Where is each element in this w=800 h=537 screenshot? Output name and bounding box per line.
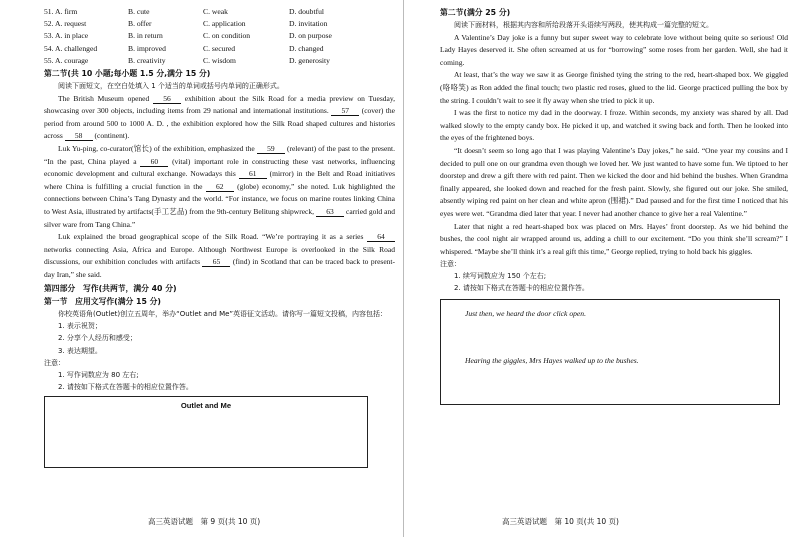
list-item: 2. 分享个人经历和感受； — [58, 334, 137, 343]
blank-59[interactable]: 59 — [257, 144, 285, 154]
paragraph-opener-2: Hearing the giggles, Mrs Hayes walked up to the bushes. — [465, 355, 639, 365]
option-c: C. weak — [203, 7, 228, 16]
option-row-55 — [44, 55, 395, 67]
text-run: (vital) important role in constructing these vast networks, influencing economic development and cultural exchange. Nowadays this — [44, 156, 395, 179]
section-1-title: 第一节 应用文写作(满分 15 分) — [44, 296, 161, 306]
story-paragraph-3: I was the first to notice my dad in the doorway. I froze. Within seconds, my anxiety was shared by all. Dad walked slowly to the empty candy box. He picked it up, and watched it swing back and forth. Then he looked into the eyes of the frightened boys. — [440, 108, 788, 143]
note-label: 注意： — [44, 358, 65, 367]
text-run: (find) in Scotland that can be traced back to present-day Iran,” she said. — [44, 257, 395, 279]
page-footer: 高三英语试题 第 9 页(共 10 页) — [148, 517, 261, 526]
text-run: carried gold and silver ware from Tang China.” — [44, 206, 396, 229]
option-a: 55. A. courage — [44, 55, 89, 65]
note-label: 注意： — [440, 260, 461, 269]
option-d: D. on purpose — [289, 31, 332, 41]
option-row-53 — [44, 30, 395, 42]
text-run: (mirror) in the Belt and Road initiatives where China is fulfilling a crucial function in the — [44, 169, 396, 191]
text-run: exhibition about the Silk Road for a media preview on Tuesday, showcasing over 300 objects, including items from 29 national and international institutions. — [44, 93, 395, 116]
option-d: D. invitation — [289, 19, 328, 29]
text-run: (relevant) of the past to the present. “In the past, China played a — [44, 143, 395, 166]
story-paragraph-1: A Valentine’s Day joke is a funny but super sweet way to celebrate love without being quite so serious! Old Lady Hayes deserved it. She often screamed at us for “borrowing” some roses from her garden. Well, she had it coming. — [440, 32, 788, 67]
text-run: (globe) economy,” she noted. Luk highlighted the connections between China’s Tang Dynasty and the world. “For instance, we focus on marine routes linking China to West Asia, illustrated by artifacts(手工艺品) from the 9th-century Belitung shipwreck, — [44, 181, 396, 216]
text-run: Luk Yu-ping, co-curator(馆长) of the exhibition, emphasized the — [58, 143, 255, 153]
blank-56[interactable]: 56 — [153, 94, 181, 104]
text-run: networks connecting Asia, Africa and Europe. Although Northwest Europe is overlooked in the Silk Road discussions, our exhibition concludes with artifacts — [44, 244, 395, 267]
text-run: The British Museum opened — [58, 93, 150, 103]
blank-64[interactable]: 64 — [367, 232, 395, 242]
blank-61[interactable]: 61 — [239, 169, 267, 179]
option-row-52 — [44, 18, 395, 30]
option-d: D. changed — [289, 43, 324, 53]
section-2-title: 第二节(共 10 小题;每小题 1.5 分,满分 15 分) — [44, 69, 211, 79]
list-item: 1. 写作词数应为 80 左右; — [58, 370, 139, 379]
blank-63[interactable]: 63 — [316, 207, 344, 217]
option-c: C. wisdom — [203, 55, 236, 65]
cloze-paragraph-2 — [44, 143, 395, 231]
continuation-instruction: 阅读下面材料，根据其内容和所给段落开头语续写两段，使其构成一篇完整的短文。 — [454, 21, 713, 29]
option-b: B. offer — [128, 19, 152, 29]
option-a: 51. A. firm — [44, 7, 78, 16]
continuation-answer-box[interactable] — [440, 299, 780, 405]
option-b: B. cute — [128, 7, 150, 16]
section-2-title: 第二节(满分 25 分) — [440, 8, 511, 17]
option-b: B. improved — [128, 43, 166, 53]
options-list — [44, 6, 395, 67]
option-c: C. on condition — [203, 31, 251, 41]
blank-65[interactable]: 65 — [202, 257, 230, 267]
answer-box[interactable] — [44, 396, 368, 468]
part-4-title: 第四部分 写作(共两节，满分 40 分) — [44, 283, 177, 293]
list-item: 3. 表达期望。 — [58, 346, 102, 355]
option-row-51 — [44, 6, 395, 18]
option-b: B. creativity — [128, 55, 166, 65]
list-item: 2. 请按如下格式在答题卡的相应位置作答。 — [454, 284, 589, 293]
option-c: C. application — [203, 19, 246, 29]
answer-box-title: Outlet and Me — [180, 401, 232, 411]
option-c: C. secured — [203, 43, 236, 53]
option-b: B. in return — [128, 31, 163, 41]
story-paragraph-2: At least, that’s the way we saw it as George finished tying the string to the red, heart-shaped box. We giggled (咯咯笑) as Ron added the final touch; two plastic red roses, glued to the lid. George practiced pulling the box by the string. I couldn’t wait to see it fly away when she tried to pick it up. — [440, 70, 788, 105]
text-run: (continent). — [94, 131, 130, 141]
text-run: Luk explained the broad geographical scope of the Silk Road. “We’re portraying it as a series — [58, 232, 364, 242]
content-points — [44, 320, 395, 357]
option-d: D. doubtful — [289, 7, 325, 16]
writing-instruction: 你校英语角(Outlet)创立五周年，举办“Outlet and Me”英语征文活动。请你写一篇短文投稿，内容包括： — [58, 309, 388, 318]
blank-57[interactable]: 57 — [331, 106, 359, 116]
blank-62[interactable]: 62 — [206, 182, 234, 192]
blank-58[interactable]: 58 — [65, 131, 93, 141]
list-item: 1. 续写词数应为 150 个左右; — [454, 272, 547, 281]
option-d: D. generosity — [289, 55, 330, 65]
blank-60[interactable]: 60 — [140, 157, 168, 167]
text-run: (cover) the period from around 500 to 1000 A. D. , the exhibition explored how the Silk Road shaped cultures and histories across — [44, 106, 395, 141]
story-paragraph-4: “It doesn’t seem so long ago that I was playing Valentine’s Day jokes,” he said. “One year my cousins and I decided to pull one on our grandma even though we loved her. We just wanted to have some fun. We tiptoed to her doorstep and drew a gift there with red paint. Then we kicked the door and hid behind the bushes. When Grandma finally appeared, she looked down and reached for the fresh paint. Slowly, she figured out our joke. She smiled, absently wiping red paint on her clean and white apron (围裙).” Dad paused and for the first time I noticed that his eyes were wet. “Grandma died later that year. I never had another chance to give her a real Valentine.” — [440, 145, 788, 218]
option-a: 54. A. challenged — [44, 43, 98, 53]
cloze-paragraph-3 — [44, 231, 395, 281]
list-item: 1. 表示祝贺； — [58, 322, 102, 331]
option-row-54 — [44, 43, 395, 55]
option-a: 53. A. in place — [44, 31, 89, 41]
paragraph-opener-1: Just then, we heard the door click open. — [465, 308, 586, 318]
section-2-instruction: 阅读下面短文，在空白处填入 1 个适当的单词或括号内单词的正确形式。 — [58, 82, 284, 91]
cloze-paragraph-1 — [44, 93, 395, 143]
story-paragraph-5: Later that night a red heart-shaped box was placed on Mrs. Hayes’ front doorstep. As we hid behind the bushes, the cool night air wrapped around us, adding a chill to our excitement. “Do you think she’ll scream?” I whispered. “Maybe she’ll think it’s a real gift this time,” George replied, trying to hold back his giggles. — [440, 221, 788, 256]
right-page — [403, 0, 800, 537]
page-footer: 高三英语试题 第 10 页(共 10 页) — [502, 517, 619, 526]
notes-list — [44, 369, 395, 393]
option-a: 52. A. request — [44, 19, 87, 29]
notes-list — [440, 270, 788, 294]
list-item: 2. 请按如下格式在答题卡的相应位置作答。 — [58, 382, 193, 391]
